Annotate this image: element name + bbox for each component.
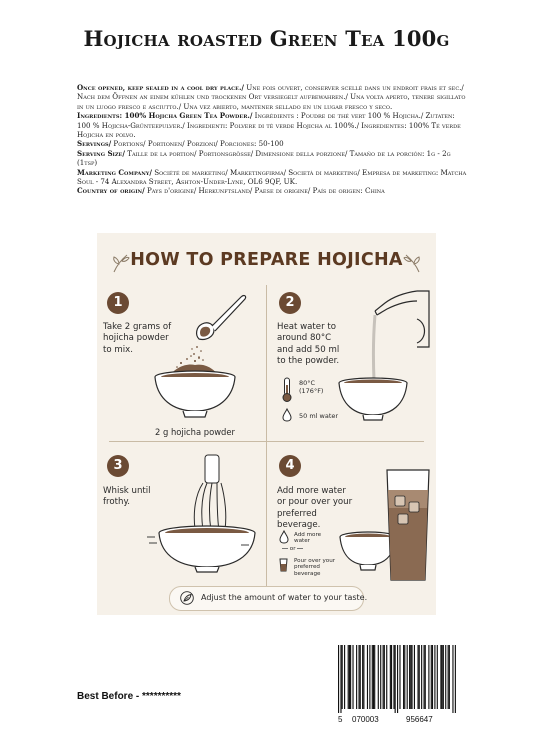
leaf-icon-tip bbox=[180, 591, 194, 605]
product-info-block bbox=[77, 83, 467, 196]
marketing-text: Société de marketing/ Marketingfirma/ Società di marketing/ Empresa de marketing: Matcha Soul - 74 Alexandra Street, Ashton-Under-Lyne, OL6 9QF, UK. bbox=[77, 167, 467, 187]
servings-label: Servings/ bbox=[77, 139, 112, 149]
tip-pill bbox=[169, 586, 368, 611]
pour-over-label: Pour over your preferred beverage bbox=[294, 558, 336, 577]
water-drop-icon-step-4 bbox=[279, 530, 289, 544]
thermometer-icon bbox=[281, 377, 293, 403]
ingredients-text: Ingrédients : Poudre de thé vert 100 % Hojicha./ Zutaten: 100 % Hojicha-Grünteepulver./ Ingredienti: Polvere di tè verde Hojicha al 100%./ Ingredientes: 100% Té verde Hojicha en polvo. bbox=[77, 111, 461, 140]
storage-label: Once opened, keep sealed in a cool dry place./ bbox=[77, 83, 245, 92]
step-1-text: Take 2 grams of hojicha powder to mix. bbox=[103, 322, 172, 355]
leaf-icon-left bbox=[111, 252, 131, 274]
storage-text: Une fois ouvert, conserver scellé dans un endroit frais et sec./ Nach dem Öffnen an einem kühlen und trockenen Ort versiegelt aufbewahren./ Una volta aperto, tenere sigillato in un luogo fresco e asciutto./ Una vez abierto, mantener sellado en un lugar fresco y seco. bbox=[77, 83, 466, 111]
best-before-label: Best Before - ********** bbox=[77, 691, 181, 702]
step-1-caption: 2 g hojicha powder bbox=[155, 427, 235, 437]
barcode-first-digit: 5 bbox=[338, 715, 343, 724]
kettle-pouring-icon bbox=[333, 289, 433, 434]
barcode-right-digits: 956647 bbox=[406, 715, 433, 724]
serving-size-label: Serving Size/ bbox=[77, 148, 125, 158]
tip-text: Adjust the amount of water to your taste. bbox=[201, 593, 368, 602]
panel-title: HOW TO PREPARE HOJICHA bbox=[130, 250, 403, 270]
temperature-label: 80°C (176°F) bbox=[299, 379, 324, 395]
or-separator: or bbox=[282, 546, 312, 554]
step-2-number: 2 bbox=[279, 292, 301, 314]
add-more-water-label: Add more water bbox=[294, 532, 322, 545]
panel-divider-horizontal bbox=[109, 441, 424, 442]
marketing-label: Marketing Company/ bbox=[77, 167, 152, 177]
water-drop-icon bbox=[282, 408, 292, 422]
serving-size-text: Taille de la portion/ Portionsgröße/ Dimensione della porzione/ Tamaño de la porción: 1g - 2g (1tsp) bbox=[77, 148, 451, 168]
glass-icon bbox=[279, 558, 288, 572]
preparation-panel bbox=[97, 233, 436, 615]
step-3-text: Whisk until frothy. bbox=[103, 486, 151, 508]
leaf-icon-right bbox=[402, 252, 422, 274]
product-title: Hojicha roasted Green Tea 100g bbox=[83, 26, 450, 51]
whisk-and-bowl-icon bbox=[137, 453, 257, 573]
barcode-icon bbox=[338, 645, 456, 713]
step-1-number: 1 bbox=[107, 292, 129, 314]
step-4-text: Add more water or pour over your preferred beverage. bbox=[277, 486, 353, 530]
iced-drink-glass-icon bbox=[385, 468, 431, 583]
barcode-left-digits: 070003 bbox=[352, 715, 379, 724]
ingredients-label: Ingredients: 100% Hojicha Green Tea Powder./ bbox=[77, 111, 253, 121]
servings-text: Portions/ Portionen/ Porzioni/ Porciones: 50-100 bbox=[111, 139, 284, 149]
bowl-with-powder-icon bbox=[147, 355, 243, 421]
origin-text: Pays d'origine/ Herkunftsland/ Paese di origine/ País de origen: China bbox=[144, 186, 385, 196]
spoon-icon bbox=[181, 291, 251, 363]
step-2-text: Heat water to around 80°C and add 50 ml to the powder. bbox=[277, 322, 340, 366]
step-4-number: 4 bbox=[279, 455, 301, 477]
step-3-number: 3 bbox=[107, 455, 129, 477]
origin-label: Country of origin/ bbox=[77, 186, 145, 196]
water-amount-label: 50 ml water bbox=[299, 412, 339, 420]
